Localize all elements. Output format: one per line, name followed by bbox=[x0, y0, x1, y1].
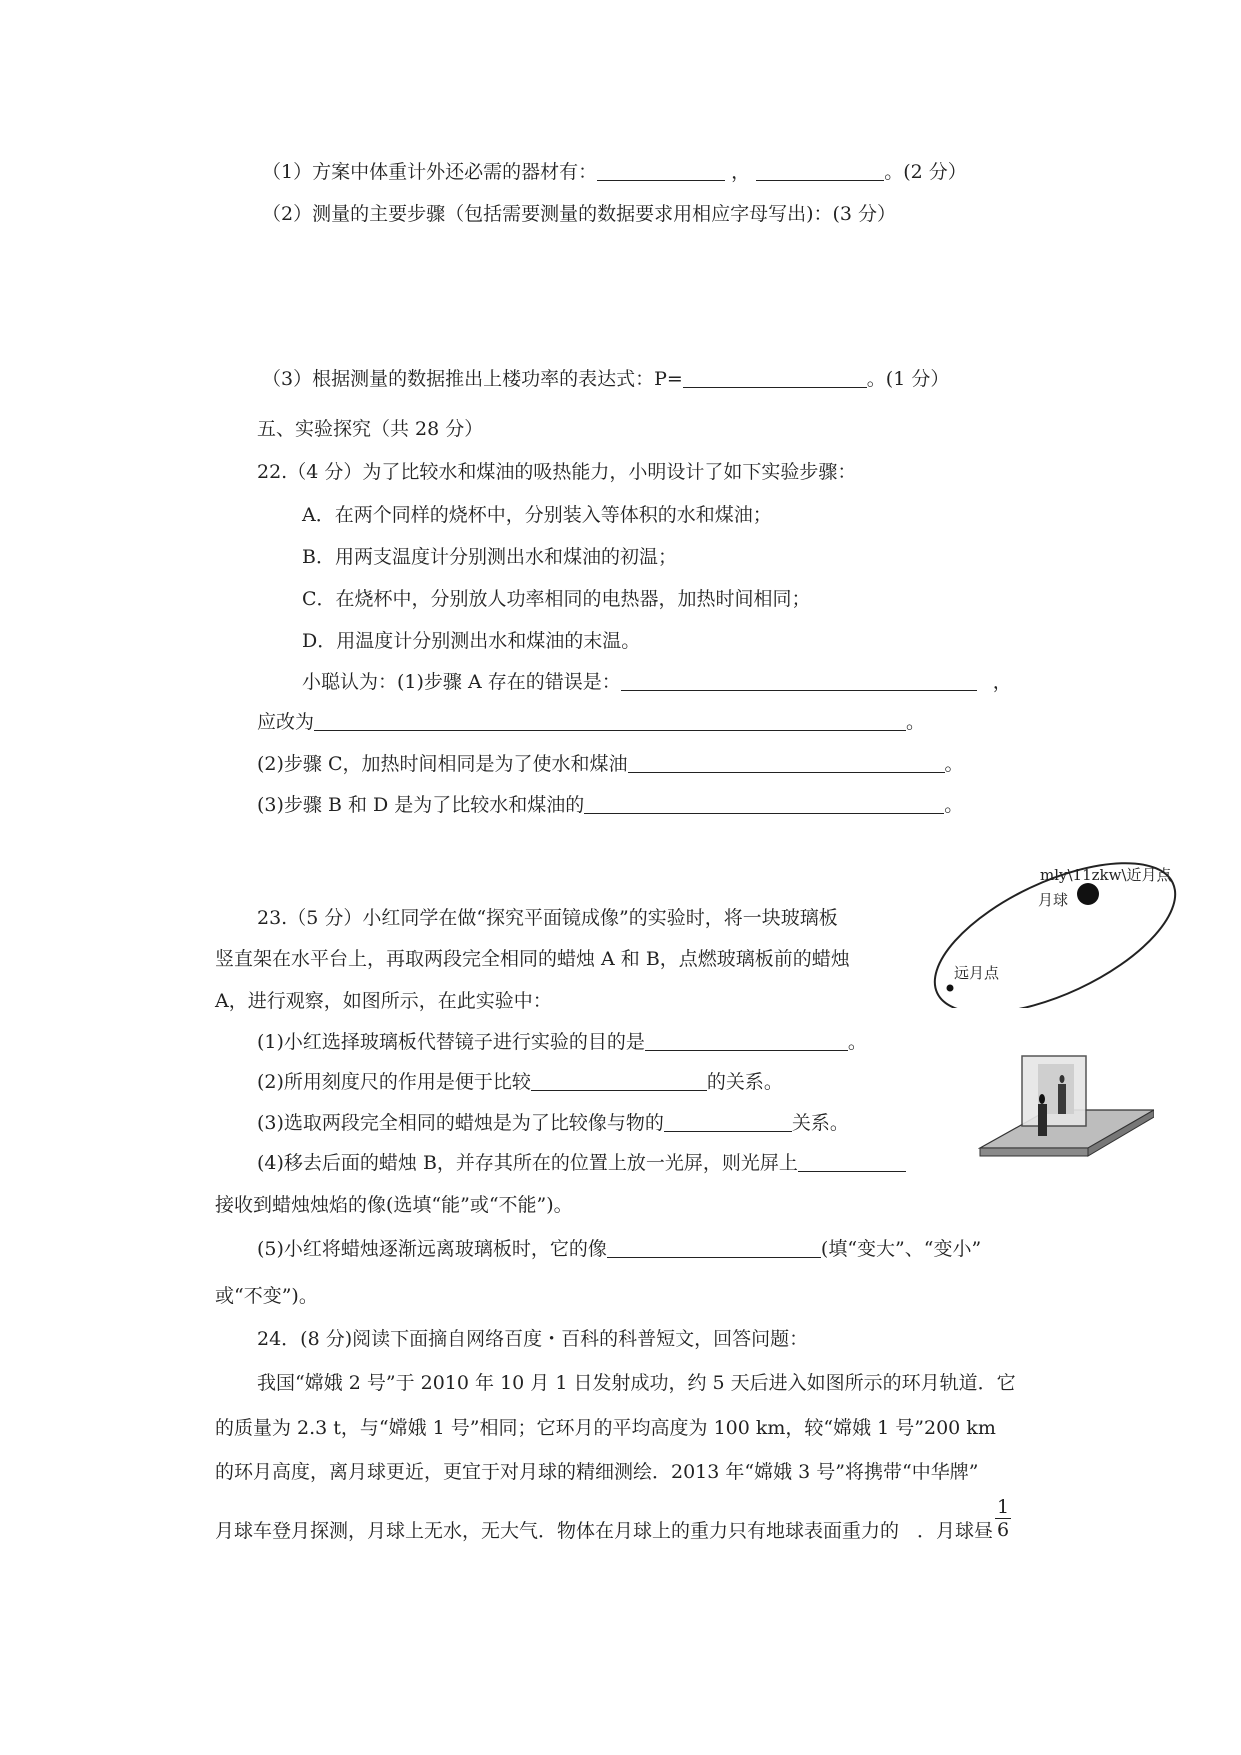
answer-blank[interactable] bbox=[756, 160, 884, 181]
orbit-label-far: 远月点 bbox=[954, 964, 1000, 982]
q24-stem: 24．(8 分)阅读下面摘自网络百度・百科的科普短文，回答问题： bbox=[257, 1328, 809, 1350]
q23-line2: 竖直架在水平台上，再取两段完全相同的蜡烛 A 和 B，点燃玻璃板前的蜡烛 bbox=[215, 948, 850, 970]
answer-blank[interactable] bbox=[628, 752, 945, 773]
answer-blank[interactable] bbox=[664, 1111, 792, 1132]
q24-para-line3: 的环月高度，离月球更近，更宜于对月球的精细测绘．2013 年“嫦娥 3 号”将携带“中华牌” bbox=[215, 1461, 979, 1483]
q22-stem: 22.（4 分）为了比较水和煤油的吸热能力，小明设计了如下实验步骤： bbox=[257, 461, 857, 483]
fraction-numerator: 1 bbox=[996, 1496, 1010, 1518]
q21-part1-tail: 。(2 分） bbox=[884, 161, 967, 183]
section-title: 五、实验探究（共 28 分） bbox=[257, 418, 484, 440]
fraction-denominator: 6 bbox=[996, 1519, 1010, 1541]
q21-part1-sep: ， bbox=[731, 161, 751, 183]
answer-blank[interactable] bbox=[314, 710, 906, 731]
candle-a-icon bbox=[1038, 1104, 1047, 1136]
q22-sub1-fix-tail: 。 bbox=[906, 711, 926, 733]
q23-sub4-cont: 接收到蜡烛烛焰的像(选填“能”或“不能”)。 bbox=[215, 1194, 573, 1216]
q23-sub3-text: (3)选取两段完全相同的蜡烛是为了比较像与物的 bbox=[257, 1112, 664, 1134]
q23-sub1-text: (1)小红选择玻璃板代替镜子进行实验的目的是 bbox=[257, 1031, 645, 1053]
image-flame-icon bbox=[1060, 1075, 1065, 1083]
q21-part3-tail: 。(1 分） bbox=[866, 368, 950, 390]
q23-sub4-text: (4)移去后面的蜡烛 B，并存其所在的位置上放一光屏，则光屏上 bbox=[257, 1152, 798, 1174]
q23-sub5 bbox=[257, 1236, 981, 1262]
mirror-experiment-figure bbox=[978, 1054, 1154, 1160]
q24-para-line4-tail: ．月球昼 bbox=[917, 1520, 994, 1542]
moon-icon bbox=[1077, 883, 1099, 905]
q23-sub1-tail: 。 bbox=[847, 1031, 867, 1053]
q23-sub5-text: (5)小红将蜡烛逐渐远离玻璃板时，它的像 bbox=[257, 1238, 607, 1260]
q22-sub2 bbox=[257, 751, 964, 777]
answer-blank[interactable] bbox=[607, 1237, 821, 1258]
q22-sub1-fix-text: 应改为 bbox=[257, 711, 315, 733]
q24-para-line2: 的质量为 2.3 t，与“嫦娥 1 号”相同；它环月的平均高度为 100 km，较“嫦娥 1 号”200 km bbox=[215, 1417, 996, 1439]
q21-part1 bbox=[262, 159, 967, 185]
q23-sub2-tail: 的关系。 bbox=[706, 1071, 783, 1093]
q23-sub4 bbox=[257, 1150, 906, 1176]
q21-part3 bbox=[262, 366, 949, 392]
q22-sub1-text: 小聪认为：(1)步骤 A 存在的错误是： bbox=[302, 671, 621, 693]
answer-blank[interactable] bbox=[621, 670, 977, 691]
candle-b-icon bbox=[1058, 1084, 1066, 1114]
fraction-one-sixth bbox=[995, 1497, 1011, 1540]
answer-blank[interactable] bbox=[531, 1070, 707, 1091]
q22-step-d: D．用温度计分别测出水和煤油的末温。 bbox=[302, 630, 641, 652]
q22-sub2-tail: 。 bbox=[944, 753, 964, 775]
answer-blank[interactable] bbox=[645, 1030, 848, 1051]
q23-sub1 bbox=[257, 1029, 867, 1055]
q22-sub3 bbox=[257, 792, 963, 818]
answer-blank[interactable] bbox=[597, 160, 725, 181]
table-edge bbox=[980, 1148, 1088, 1156]
q22-sub1-tail: ， bbox=[992, 671, 1012, 693]
q22-sub1 bbox=[302, 669, 1012, 695]
q22-step-a: A．在两个同样的烧杯中，分别装入等体积的水和煤油； bbox=[302, 504, 772, 526]
q21-part3-text: （3）根据测量的数据推出上楼功率的表达式：P= bbox=[262, 368, 683, 390]
q24-para-line1: 我国“嫦娥 2 号”于 2010 年 10 月 1 日发射成功，约 5 天后进入如图所示的环月轨道．它 bbox=[257, 1372, 1016, 1394]
q23-sub3-tail: 关系。 bbox=[791, 1112, 849, 1134]
q24-para-line4-text: 月球车登月探测，月球上无水，无大气．物体在月球上的重力只有地球表面重力的 bbox=[215, 1520, 900, 1542]
answer-blank[interactable] bbox=[683, 367, 867, 388]
q24-para-line4 bbox=[215, 1518, 993, 1544]
q22-step-b: B．用两支温度计分别测出水和煤油的初温； bbox=[302, 546, 677, 568]
q23-line3: A，进行观察，如图所示，在此实验中： bbox=[215, 990, 552, 1012]
q23-sub3 bbox=[257, 1110, 849, 1136]
q23-sub5-tail: (填“变大”、“变小” bbox=[820, 1238, 982, 1260]
answer-blank[interactable] bbox=[798, 1151, 906, 1172]
q23-sub2 bbox=[257, 1069, 783, 1095]
orbit-label-moon: 月球 bbox=[1038, 891, 1069, 909]
q22-sub1-fix bbox=[257, 709, 925, 735]
q22-step-c: C．在烧杯中，分别放人功率相同的电热器，加热时间相同； bbox=[302, 588, 811, 610]
orbit-figure bbox=[930, 858, 1190, 1008]
q22-sub2-text: (2)步骤 C，加热时间相同是为了使水和煤油 bbox=[257, 753, 628, 775]
far-point-dot bbox=[947, 985, 954, 992]
q21-part2: （2）测量的主要步骤（包括需要测量的数据要求用相应字母写出)：(3 分） bbox=[262, 203, 897, 225]
orbit-label-top: mly\11zkw\近月点 bbox=[1040, 866, 1172, 884]
q22-sub3-tail: 。 bbox=[944, 794, 964, 816]
q23-line1: 23.（5 分）小红同学在做“探究平面镜成像”的实验时，将一块玻璃板 bbox=[257, 907, 838, 929]
q21-part1-text: （1）方案中体重计外还必需的器材有： bbox=[262, 161, 598, 183]
q23-sub5-cont: 或“不变”)。 bbox=[215, 1285, 318, 1307]
q23-sub2-text: (2)所用刻度尺的作用是便于比较 bbox=[257, 1071, 531, 1093]
answer-blank[interactable] bbox=[584, 793, 944, 814]
q22-sub3-text: (3)步骤 B 和 D 是为了比较水和煤油的 bbox=[257, 794, 585, 816]
flame-icon bbox=[1039, 1094, 1045, 1104]
